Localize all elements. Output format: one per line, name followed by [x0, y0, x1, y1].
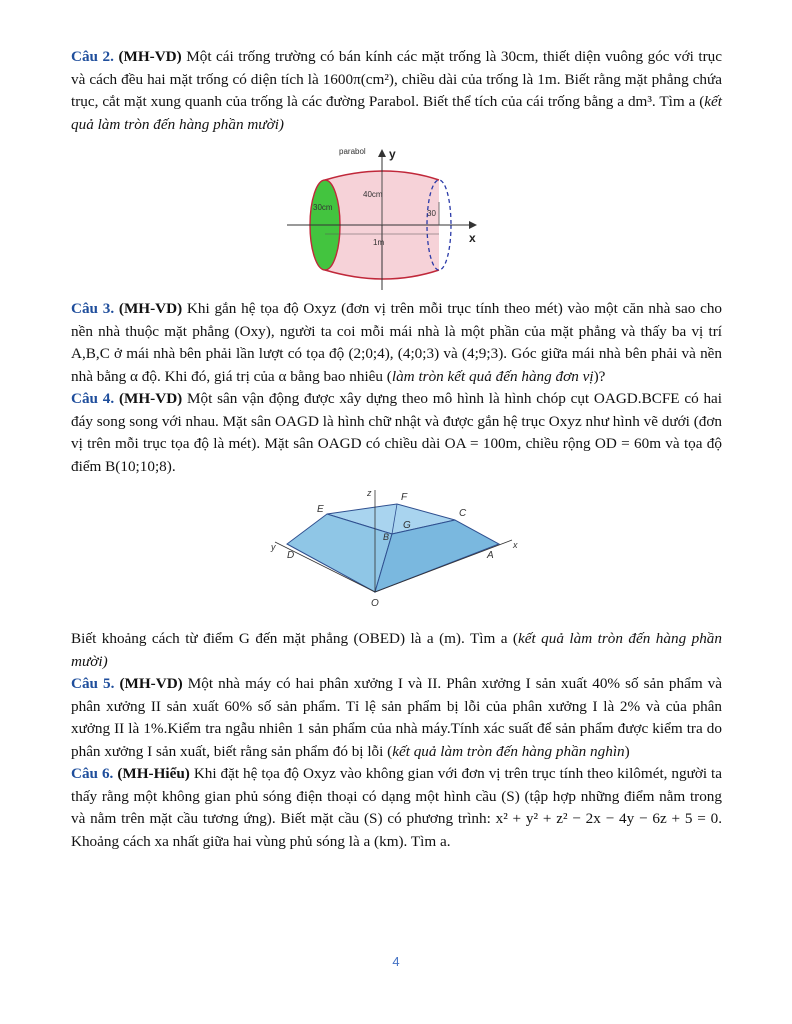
y-axis-arrow: [378, 149, 386, 157]
question-note: kết quả làm tròn đến hàng phần mười): [71, 630, 722, 670]
label-E: E: [316, 504, 324, 515]
question-2: [71, 46, 722, 136]
question-text: Khi đặt hệ tọa độ Oxyz vào không gian với đơn vị trên trục tính theo kilômét, người ta thấy rằng một không gian phủ sóng điện thoại có dạng một hình cầu (S) (tập hợp những điểm nằm trong và nằm trên mặt cầu tương ứng). Biết mặt cầu (S) có phương trình: x² + y² + z² − 2x − 4y − 6z + 5 = 0. Khoảng cách xa nhất giữa hai vùng phủ sóng là a (km). Tìm a.: [71, 765, 722, 850]
question-source: (MH-VD): [118, 300, 183, 317]
question-text: Khi gắn hệ tọa độ Oxyz (đơn vị trên mỗi trục tính theo mét) vào một căn nhà sao cho nền nhà thuộc mặt phẳng (Oxy), người ta coi mỗi mái nhà là một phần của mặt phẳng và thấy ba vị trí A,B,C ở mái nhà bên phải lần lượt có tọa độ (2;0;4), (4;0;3) và (4;9;3). Góc giữa mái nhà bên phải và nền nhà bằng α độ. Khi đó, giá trị của α bằng bao nhiêu (: [71, 300, 723, 385]
label-y: y: [388, 147, 396, 161]
question-note: kết quả làm tròn đến hàng phần nghìn: [392, 742, 625, 760]
question-6: [71, 763, 722, 853]
question-3: [71, 298, 722, 388]
document-page: [71, 46, 722, 853]
question-label: Câu 2.: [71, 48, 114, 65]
label-O: O: [370, 598, 379, 609]
label-x: x: [468, 231, 476, 245]
question-note: kết quả làm tròn đến hàng phần mười): [71, 93, 722, 133]
question-4: [71, 388, 722, 478]
question-text: Một nhà máy có hai phân xưởng I và II. Phân xưởng I sản xuất 40% số sản phẩm và phân xưởng II sản xuất 60% số sản phẩm. Tỉ lệ sản phẩm bị lỗi của phân xưởng I là 2% và của phân xưởng II là 1%.Kiểm tra ngẫu nhiên 1 sản phẩm của nhà máy.Tính xác suất để sản phẩm được kiểm tra do phân xưởng I sản xuất, biết rằng sản phẩm đó bị lỗi (: [71, 675, 723, 760]
label-1m: 1m: [372, 238, 384, 247]
label-40cm: 40cm: [362, 190, 383, 199]
label-x: x: [512, 540, 517, 550]
question-text: Biết khoảng cách từ điểm G đến mặt phẳng (OBED) là a (m). Tìm a (: [71, 630, 518, 647]
question-source: (MH-VD): [118, 48, 182, 65]
label-y: y: [270, 542, 275, 552]
label-parabol: parabol: [338, 147, 366, 156]
question-source: (MH-VD): [119, 675, 183, 692]
label-D: D: [286, 550, 294, 561]
question-5: [71, 673, 722, 763]
drum-figure: [277, 142, 517, 294]
label-z: z: [366, 488, 371, 498]
label-F: F: [400, 492, 407, 503]
question-4-continued: [71, 628, 722, 673]
label-30-right: 30: [426, 209, 436, 218]
question-source: (MH-Hiểu): [117, 765, 190, 782]
question-tail: )?: [593, 367, 606, 385]
label-B: B: [382, 532, 389, 542]
question-label: Câu 6.: [71, 765, 114, 782]
stadium-figure: [267, 482, 527, 616]
question-text: Một cái trống trường có bán kính các mặt trống là 30cm, thiết diện vuông góc với trục và cách đều hai mặt trống có diện tích là 1600π(cm²), chiều dài của trống là 1m. Biết rằng mặt phẳng chứa trục, cắt mặt xung quanh của trống là các đường Parabol. Biết thể tích của cái trống bằng a dm³. Tìm a (: [71, 48, 723, 110]
question-text: Một sân vận động được xây dựng theo mô hình là hình chóp cụt OAGD.BCFE có hai đáy song song với nhau. Mặt sân OAGD là hình chữ nhật và được gắn hệ trục Oxyz như hình vẽ dưới (đơn vị trên mỗi trục tọa độ là mét). Mặt sân OAGD có chiều dài OA = 100m, chiều rộng OD = 60m và tọa độ điểm B(10;10;8).: [71, 390, 723, 475]
question-tail: ): [624, 742, 630, 760]
page-number: 4: [392, 954, 400, 969]
question-label: Câu 4.: [71, 390, 115, 407]
label-A: A: [486, 550, 494, 561]
question-label: Câu 5.: [71, 675, 115, 692]
question-note: làm tròn kết quả đến hàng đơn vị: [391, 367, 594, 385]
label-C: C: [458, 508, 466, 519]
question-label: Câu 3.: [71, 300, 115, 317]
label-30cm-left: 30cm: [312, 203, 333, 212]
label-G: G: [402, 520, 411, 531]
question-source: (MH-VD): [118, 390, 183, 407]
x-axis-arrow: [469, 221, 477, 229]
